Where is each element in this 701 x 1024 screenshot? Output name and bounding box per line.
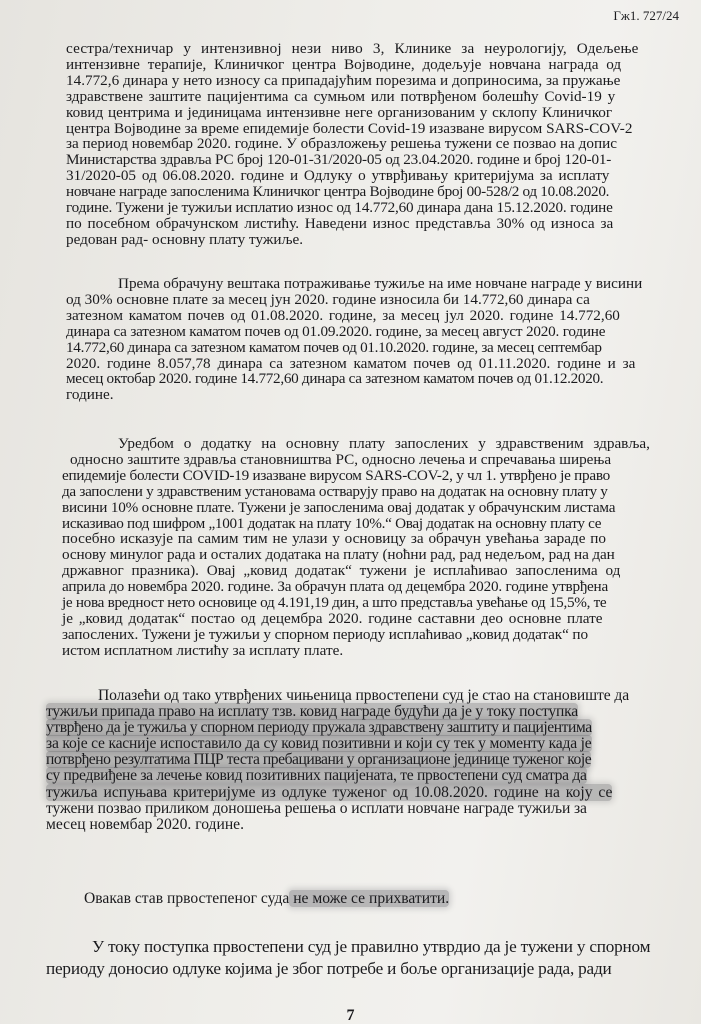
statement-text: Овакав став првостепеног суда [84, 890, 290, 907]
text-line: априла до новембра 2020. године. За обрачун плата од децембра 2020. године утврђена [62, 578, 609, 596]
text-line: државног празника). Овај „ковид додатак“ тужени је исплаћивао запосленима од [62, 562, 621, 580]
case-reference: Гж1. 727/24 [613, 8, 679, 23]
text-line: Министарства здравља РС број 120-01-31/2020-05 од 23.04.2020. године и број 120-01- [66, 151, 612, 169]
text-line: Полазећи од тако утврђених чињеница првостепени суд је стао на становиште да [98, 687, 630, 704]
paragraph-decision-details [66, 41, 666, 248]
text-line [46, 720, 686, 736]
text-line: за период новембар 2020. године. У образложењу решења тужени се позвао на допис [66, 135, 617, 153]
text-line: односно заштите здравља становништва РС, односно лечења и спречавања ширења [70, 450, 612, 468]
text-line: 31/2020-05 од 06.08.2020. године и Одлуку о утврђивању критеријума за исплату [66, 167, 610, 185]
text-line: Према обрачуну вештака потраживање тужиље на име новчане награде у висини [118, 275, 643, 292]
text-line: динара са затезном каматом почев од 01.09.2020. године, за месец август 2020. године [66, 322, 606, 340]
highlighted-text: утврђено да је тужиља у спорном периоду пружала здравствену заштиту и пацијентима [46, 719, 592, 737]
text-line: је „ковид додатак“ постао од децембра 2020. године саставни део основне плате [62, 609, 603, 627]
text-line: интензивне терапије, Клиничког центра Војводине, додељује новчана награда од [66, 55, 622, 73]
text-line: епидемије болести COVID-19 изазване вирусом SARS-COV-2, у чл 1. утврђено је право [62, 466, 610, 484]
text-line: је нова вредност нето основице од 4.191,19 дин, а што представља увећање од 15,5%, те [62, 594, 607, 612]
text-line: истом исплатном листићу за исплату плате. [62, 641, 344, 659]
paragraph-covid-allowance [62, 436, 672, 659]
text-line [46, 704, 686, 720]
text-line: сестра/техничар у интензивној нези ниво 3, Клинике за неурологију, Одељење [66, 40, 639, 57]
text-line: године. Тужени је тужиљи исплатио износ од 14.772,60 динара дана 15.12.2020. године [66, 199, 613, 217]
text-line: Уредбом о додатку на основну плату запослених у здравственим здравља, [118, 435, 650, 452]
text-line: запослених. Тужени је тужиљи у спорном периоду исплаћивао „ковид додатак“ по [62, 625, 588, 643]
text-line: месец октобар 2020. године 14.772,60 динара са затезном каматом почев од 01.12.2020. [66, 370, 604, 388]
paragraph-expert-calculation [66, 276, 666, 403]
text-line [46, 890, 686, 907]
text-line: 2020. године 8.057,78 динара са затезном каматом почев од 01.11.2020. године и за [66, 354, 636, 372]
text-line: 14.772,60 динара са затезном каматом почев од 01.10.2020. године, за месец септембар [66, 338, 602, 356]
text-line: основу минулог рада и осталих додатака на плату (ноћни рад, рад недељом, рад на дан [62, 546, 615, 564]
highlighted-text: тужиља испуњава критеријуме из одлуке туженог од 10.08.2020. године на коју се [46, 783, 613, 801]
text-line: центра Војводине за време епидемије болести Covid-19 изазване вирусом SARS-COV-2 [66, 119, 633, 137]
text-line: да запослени у здравственим установама остварују право на додатак на основну плату у [62, 482, 608, 500]
text-line: периоду доносио одлуке којима је због потребе и боље организације рада, ради [46, 959, 612, 978]
text-line [46, 785, 686, 801]
text-line: 14.772,6 динара у нето износу са припадајућим порезима и доприносима, за пружање [66, 71, 621, 89]
paragraph-procedure [46, 936, 696, 980]
paragraph-court-stance [46, 890, 686, 907]
paragraph-first-instance-position [46, 688, 686, 833]
text-line: исказивао под шифром „1001 додатак на плату 10%.“ Овај додатак на основну плату се [62, 514, 602, 532]
text-line: по посебном обрачунском листићу. Наведени износ представља 30% од износа за [66, 214, 614, 232]
highlighted-text: за које се касније испоставило да су ковид позитивни и који су тек у моменту када је [46, 735, 592, 753]
page-number: 7 [346, 1007, 355, 1024]
text-line: тужени позвао приликом доношења решења о исплати новчане награде тужиљи за [46, 799, 587, 817]
highlighted-text: не може се прихватити. [289, 890, 450, 907]
text-line [46, 736, 686, 752]
highlighted-text: тужиљи припада право на исплату тзв. ковид награде будући да је у току поступка [46, 703, 579, 721]
text-line [46, 768, 686, 784]
text-line: посебно исказује па самим тим не улази у основицу за обрачун увећања зараде по [62, 530, 607, 548]
text-line: ковид центрима и јединицама интензивне неге организованим у склопу Клиничког [66, 103, 613, 121]
text-line: редован рад- основну плату тужиље. [66, 230, 304, 248]
text-line: од 30% основне плате за месец јун 2020. године износила би 14.772,60 динара са [66, 290, 590, 308]
text-line: здравствене заштите пацијентима са сумњом или потврђеном болешћу Covid-19 у [66, 87, 616, 105]
text-line: месец новембар 2020. године. [46, 815, 244, 833]
text-line: године. [66, 386, 114, 404]
highlighted-text: потврђено резултатима ПЦР теста пребацивани у организационе јединице туженог које [46, 751, 592, 769]
text-line: новчане награде запосленима Клиничког центра Војводине број 00-528/2 од 10.08.2020. [66, 183, 610, 201]
highlighted-text: су предвиђене за лечење ковид позитивних пацијената, те првостепени суд сматра да [46, 767, 587, 785]
text-line: У току поступка првостепени суд је правилно утврдио да је тужени у спорном [92, 937, 651, 956]
text-line: висини 10% основне плате. Тужени је запосленима овај додатак у обрачунским листама [62, 498, 616, 516]
text-line: затезном каматом почев од 01.08.2020. године, за месец јул 2020. године 14.772,60 [66, 306, 620, 324]
